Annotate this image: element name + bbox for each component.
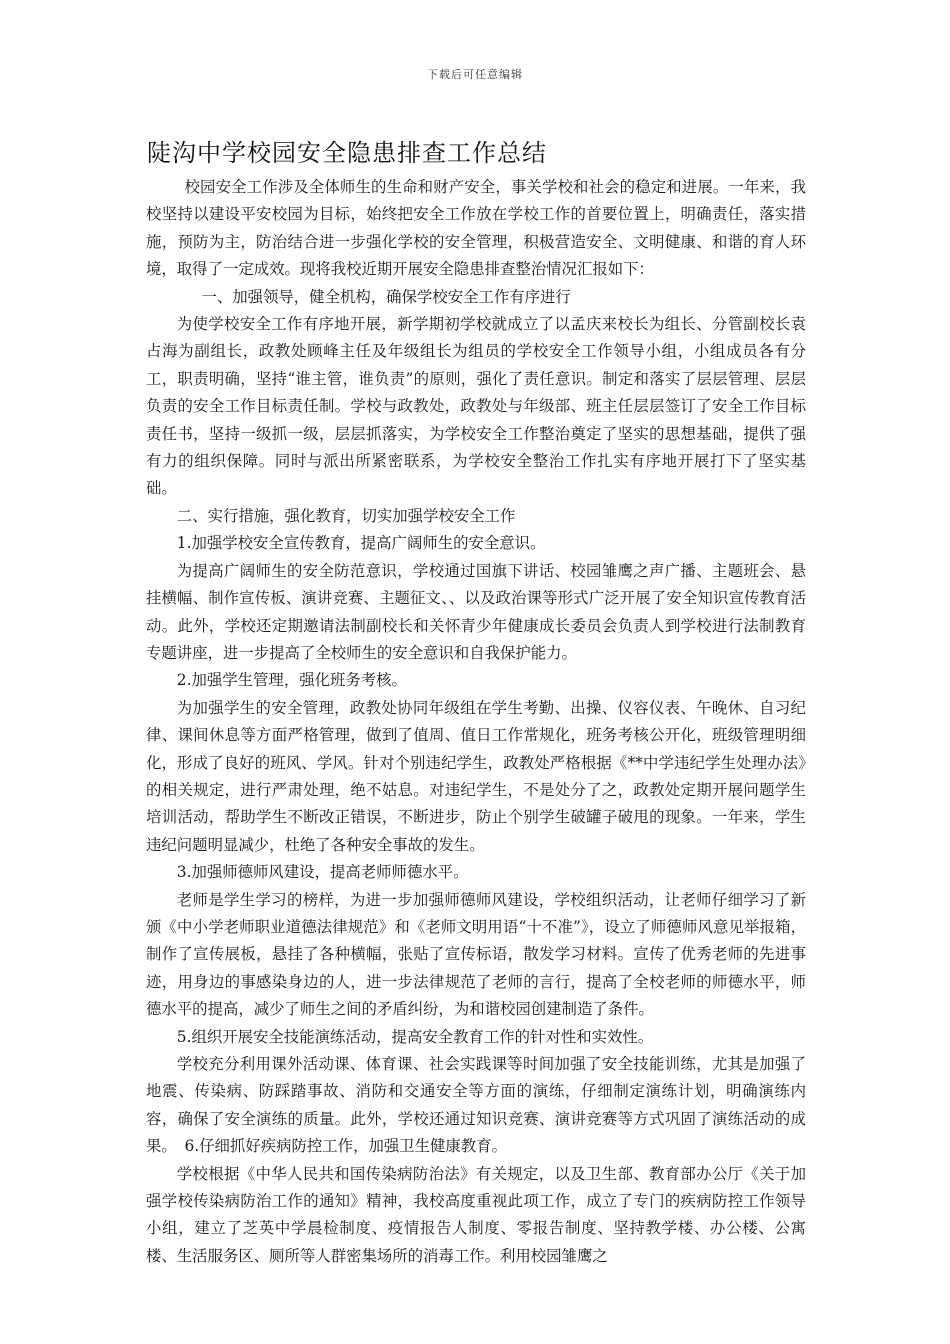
body-paragraph: 为提高广阔师生的安全防范意识，学校通过国旗下讲话、校园雏鹰之声广播、主题班会、悬挂横幅、制作宣传板、演讲竞赛、主题征文、、以及政治课等形式广泛开展了安全知识宣传教育活动。此外，学校还定期邀请法制副校长和关怀青少年健康成长委员会负责人到学校进行法制教育专题讲座，进一步提高了全校师生的安全意识和自我保护能力。 — [146, 561, 806, 662]
body-paragraph: 为使学校安全工作有序地开展，新学期初学校就成立了以孟庆来校长为组长、分管副校长袁占海为副组长，政教处顾峰主任及年级组长为组员的学校安全工作领导小组，小组成员各有分工，职责明确，坚持“谁主管，谁负责”的原则，强化了责任意识。制定和落实了层层管理、层层负责的安全工作目标责任制。学校与政教处，政教处与年级部、班主任层层签订了安全工作目标责任书，坚持一级抓一级，层层抓落实，为学校安全工作整治奠定了坚实的思想基础，提供了强有力的组织保障。同时与派出所紧密联系，为学校安全整治工作扎实有序地开展打下了坚实基础。 — [146, 315, 806, 498]
body-paragraph: 学校充分利用课外活动课、体育课、社会实践课等时间加强了安全技能训练，尤其是加强了地震、传染病、防踩踏事故、消防和交通安全等方面的演练，仔细制定演练计划，明确演练内容，确保了安全演练的质量。此外，学校还通过知识竞赛、演讲竞赛等方式巩固了演练活动的成果。 6.仔细抓好疾病防控工作，加强卫生健康教育。 — [146, 1055, 806, 1156]
body-paragraph: 学校根据《中华人民共和国传染病防治法》有关规定，以及卫生部、教育部办公厅《关于加强学校传染病防治工作的通知》精神，我校高度重视此项工作，成立了专门的疾病防控工作领导小组，建立了芝英中学晨检制度、疫情报告人制度、零报告制度、坚持教学楼、办公楼、公寓楼、生活服务区、厕所等人群密集场所的消毒工作。利用校园雏鹰之 — [146, 1164, 806, 1265]
subheading-2: 2.加强学生管理，强化班务考核。 — [176, 671, 407, 690]
section-heading-1: 一、加强领导，健全机构，确保学校安全工作有序进行 — [201, 287, 571, 306]
body-paragraph: 老师是学生学习的榜样，为进一步加强师德师风建设，学校组织活动，让老师仔细学习了新颁《中小学老师职业道德法律规范》和《老师文明用语“十不准”》，设立了师德师风意见举报箱，制作了宣传展板，悬挂了各种横幅，张贴了宣传标语，散发学习材料。宣传了优秀老师的先进事迹，用身边的事感染身边的人，进一步法律规范了老师的言行，提高了全校老师的师德水平，师德水平的提高，减少了师生之间的矛盾纠纷，为和谐校园创建制造了条件。 — [146, 890, 806, 1019]
subheading-3: 3.加强师德师风建设，提高老师师德水平。 — [176, 863, 469, 882]
subheading-1: 1.加强学校安全宣传教育，提高广阔师生的安全意识。 — [176, 534, 546, 553]
body-paragraph: 为加强学生的安全管理，政教处协同年级组在学生考勤、出操、仪容仪表、午晚休、自习纪律、课间休息等方面严格管理，做到了值周、值日工作常规化，班务考核公开化，班级管理明细化，形成了良好的班风、学风。针对个别违纪学生，政教处严格根据《**中学违纪学生处理办法》的相关规定，进行严肃处理，绝不姑息。对违纪学生，不是处分了之，政教处定期开展问题学生培训活动，帮助学生不断改正错误，不断进步，防止个别学生破罐子破甩的现象。一年来，学生违纪问题明显减少，杜绝了各种安全事故的发生。 — [146, 698, 806, 854]
document-body — [146, 174, 806, 1270]
subheading-5: 5.组织开展安全技能演练活动，提高安全教育工作的针对性和实效性。 — [176, 1027, 654, 1046]
section-heading-2: 二、实行措施，强化教育，切实加强学校安全工作 — [176, 506, 516, 525]
intro-paragraph: 校园安全工作涉及全体师生的生命和财产安全，事关学校和社会的稳定和进展。一年来，我校坚持以建设平安校园为目标，始终把安全工作放在学校工作的首要位置上，明确责任，落实措施，预防为主，防治结合进一步强化学校的安全管理，积极营造安全、文明健康、和谐的育人环境，取得了一定成效。现将我校近期开展安全隐患排查整治情况汇报如下： — [146, 178, 806, 279]
header-note: 下载后可任意编辑 — [427, 68, 523, 81]
document-title: 陡沟中学校园安全隐患排查工作总结 — [147, 139, 547, 167]
